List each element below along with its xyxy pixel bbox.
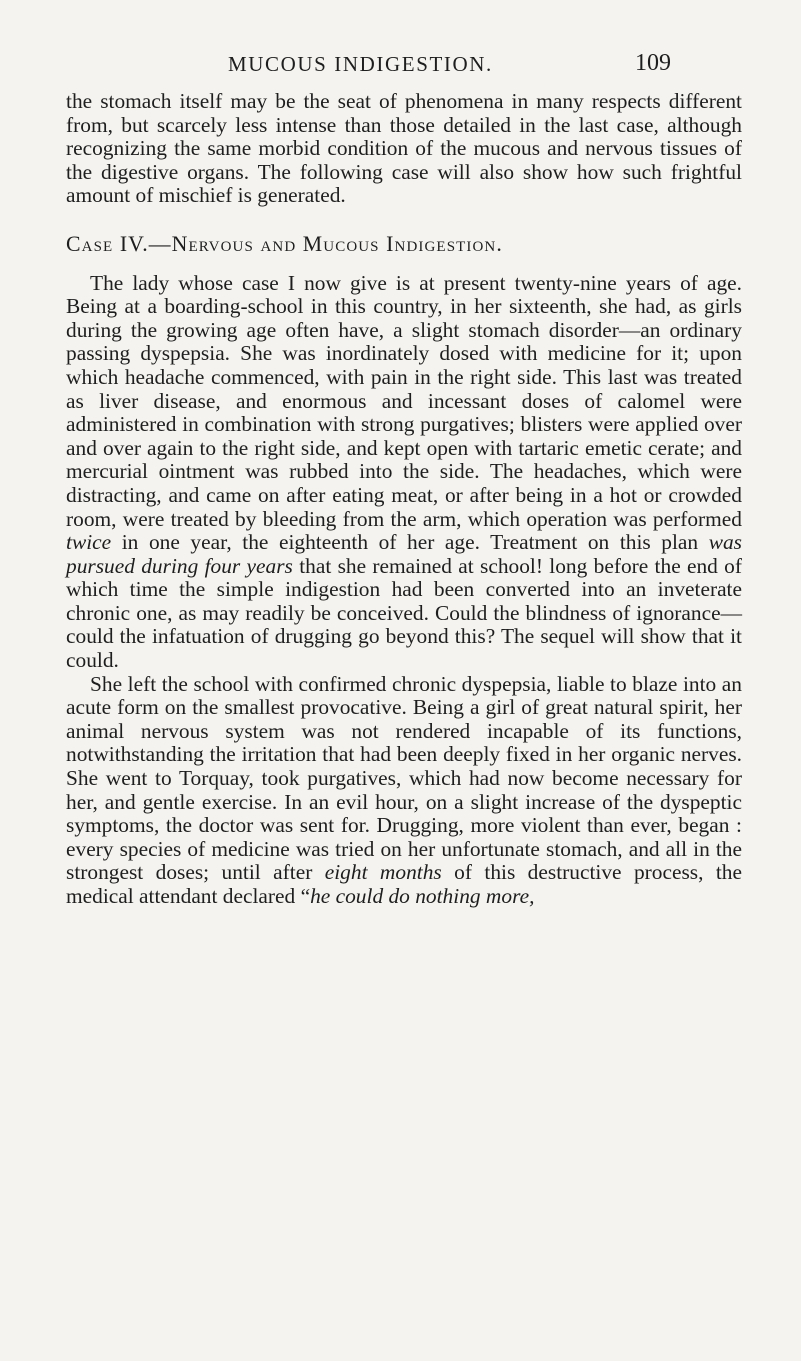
italic-twice: twice — [66, 530, 112, 555]
italic-doctor-quote: he could do nothing more, — [310, 884, 535, 908]
italic-four-years: was pursued during four years — [66, 530, 742, 578]
sequel-paragraph-text-part-1: She left the school with confirmed chronic dyspepsia, liable to blaze into an acute form on the smallest provocative. Being a girl of great natural spirit, her animal nervous system was not rendered incapable of its functions, notwithstanding the irritation that had been deeply fixed in her organic nerves. She went to Torquay, took purgatives, which had now become necessary for her, and gentle exercise. In an evil hour, on a slight increase of the dyspeptic symptoms, the doctor was sent for. Drugging, more violent than ever, began : every species of medicine was tried on her unfortunate stomach, and all in the strongest doses; until after — [66, 671, 742, 885]
main-text — [66, 90, 742, 909]
page-number: 109 — [635, 50, 671, 76]
case-paragraph-text-part-1: The lady whose case I now give is at present twenty-nine years of age. Being at a boarding-school in this country, in her sixteenth, she had, as girls during the growing age often have, a slight stomach disorder—an ordinary passing dyspepsia. She was inordinately dosed with medicine for it; upon which headache commenced, with pain in the right side. This last was treated as liver disease, and enormous and incessant doses of calomel were administered in combination with strong purgatives; blisters were applied over and over again to the right side, and kept open with tartaric emetic cerate; and mercurial ointment was rubbed into the side. The headaches, which were distracting, and came on after eating meat, or after being in a hot or crowded room, were treated by bleeding from the arm, which operation was performed — [66, 270, 742, 531]
case-paragraph-text-part-2: in one year, the eighteenth of her age. Treatment on this plan — [111, 530, 709, 555]
case-paragraph — [66, 272, 742, 673]
case-heading: Case IV.—Nervous and Mucous Indigestion. — [66, 231, 503, 256]
case-paragraph-text-part-3: that she remained at school! long before the end of which time the simple indigestion had been converted into an inveterate chronic one, as may readily be conceived. Could the blindness of ignorance—could the infatuation of drugging go beyond this? The sequel will show that it could. — [66, 553, 742, 673]
opening-paragraph: the stomach itself may be the seat of phenomena in many respects different from, but scarcely less intense than those detailed in the last case, although recognizing the same morbid condition of the mucous and nervous tissues of the digestive organs. The following case will also show how such frightful amount of mischief is generated. — [66, 89, 742, 208]
sequel-paragraph-text-part-2: of this destructive process, the medical attendant declared “ — [66, 860, 742, 908]
italic-eight-months: eight months — [324, 860, 442, 885]
page-header — [180, 48, 671, 82]
running-head: MUCOUS INDIGESTION. — [228, 52, 493, 76]
sequel-paragraph — [66, 673, 742, 909]
